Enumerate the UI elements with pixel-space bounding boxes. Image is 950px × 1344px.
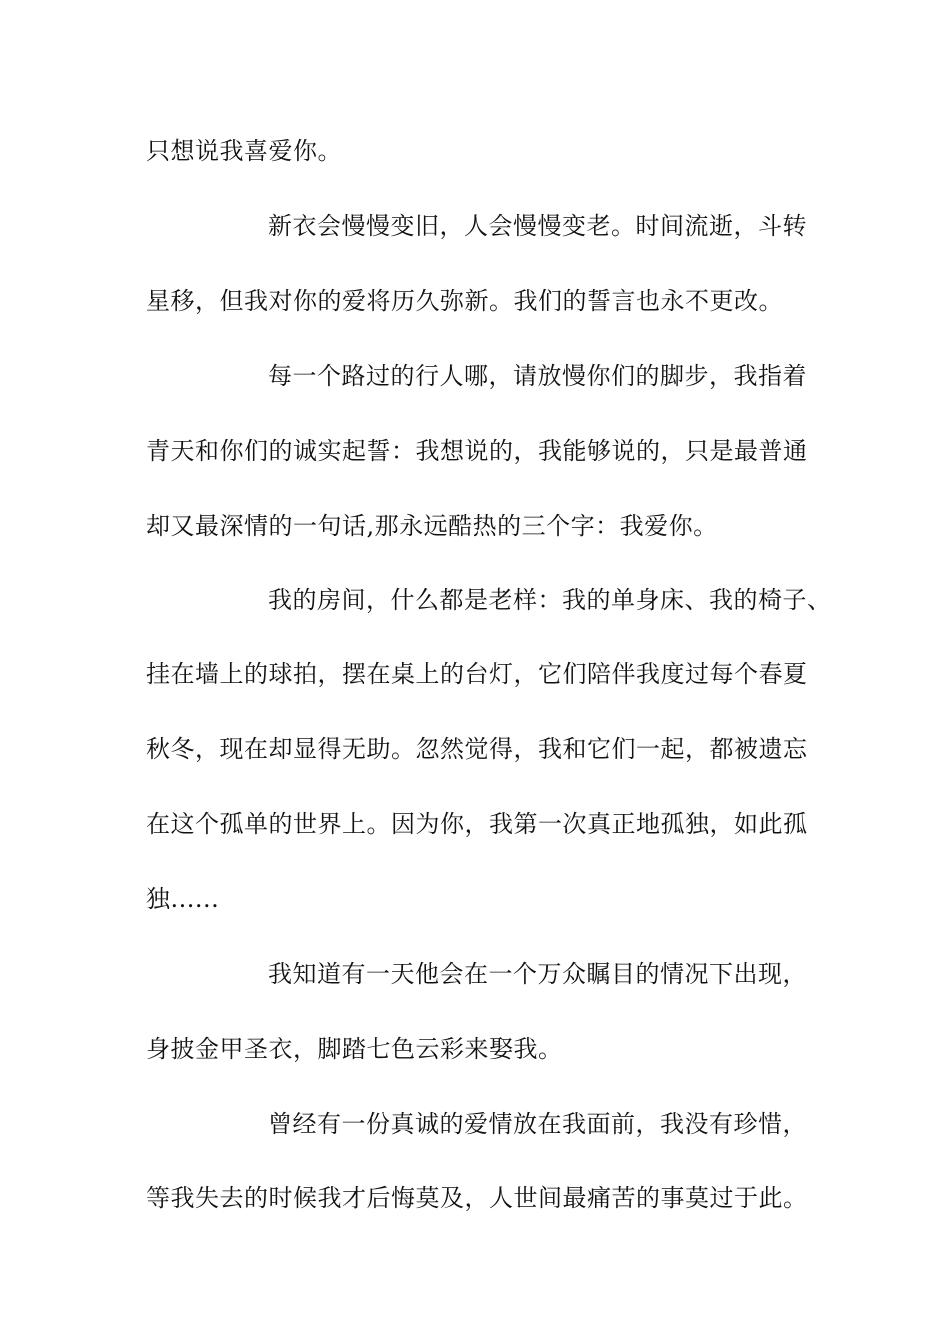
text-line: 只想说我喜爱你。: [146, 137, 342, 165]
paragraph-first-line: 我知道有一天他会在一个万众瞩目的情况下出现，: [268, 960, 807, 988]
paragraph-first-line: 每一个路过的行人哪，请放慢你们的脚步，我指着: [268, 362, 807, 390]
text-line: 等我失去的时候我才后悔莫及，人世间最痛苦的事莫过于此。: [146, 1184, 808, 1212]
paragraph-first-line: 我的房间，什么都是老样：我的单身床、我的椅子、: [268, 586, 832, 614]
text-line: 却又最深情的一句话,那永远酷热的三个字：我爱你。: [146, 512, 718, 540]
text-line: 挂在墙上的球拍，摆在桌上的台灯，它们陪伴我度过每个春夏: [146, 660, 808, 688]
paragraph-first-line: 新衣会慢慢变旧，人会慢慢变老。时间流逝，斗转: [268, 212, 807, 240]
text-line: 青天和你们的诚实起誓：我想说的，我能够说的，只是最普通: [146, 437, 808, 465]
paragraph-first-line: 曾经有一份真诚的爱情放在我面前，我没有珍惜，: [268, 1110, 807, 1138]
text-line: 在这个孤单的世界上。因为你，我第一次真正地孤独，如此孤: [146, 810, 808, 838]
text-line: 星移，但我对你的爱将历久弥新。我们的誓言也永不更改。: [146, 287, 783, 315]
text-line: 身披金甲圣衣，脚踏七色云彩来娶我。: [146, 1035, 563, 1063]
text-line: 秋冬，现在却显得无助。忽然觉得，我和它们一起，都被遗忘: [146, 735, 808, 763]
text-line: 独......: [146, 885, 220, 913]
